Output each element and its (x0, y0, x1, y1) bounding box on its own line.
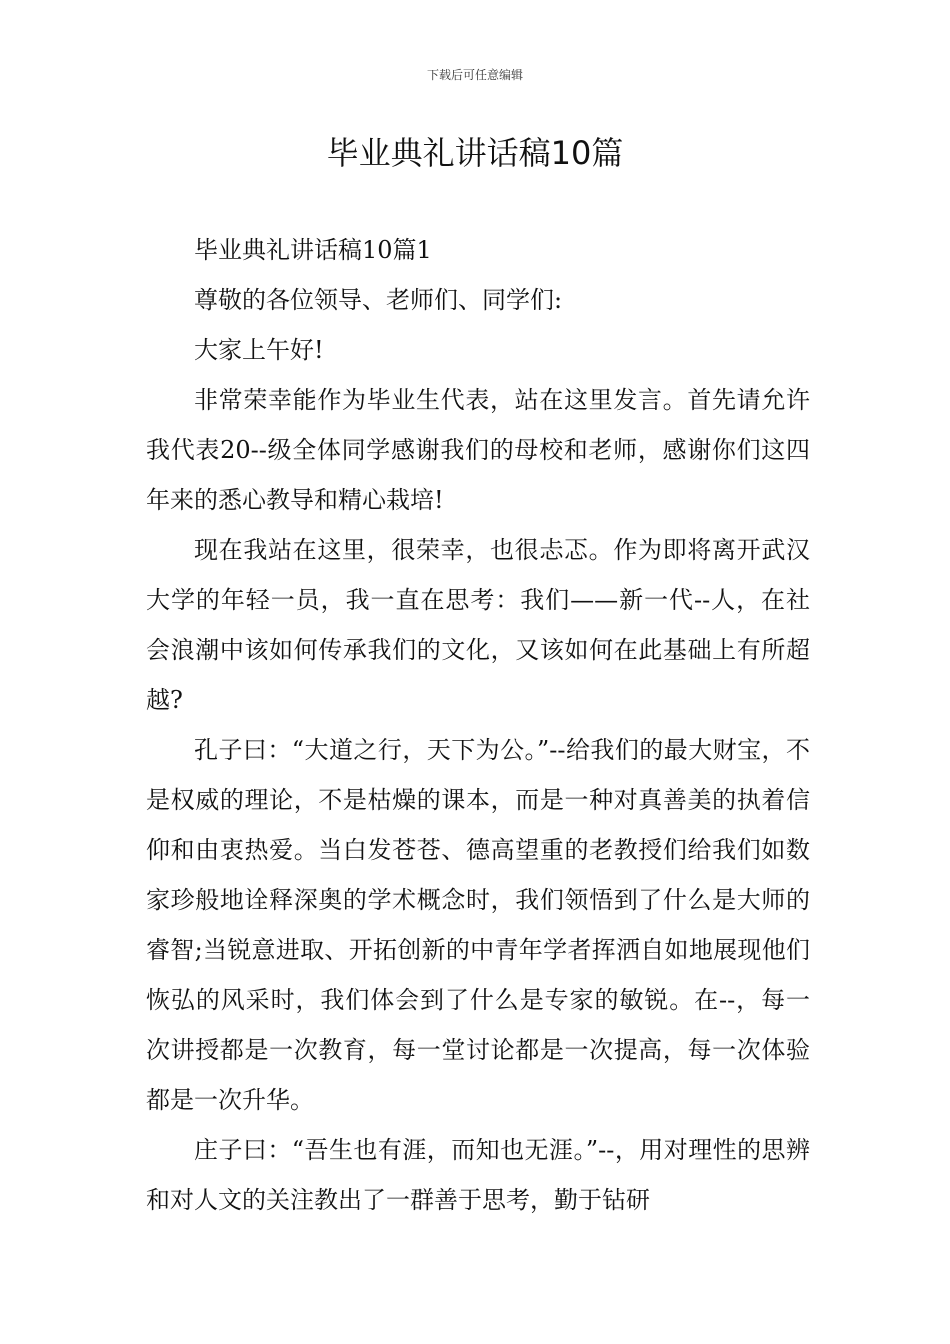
paragraph-salutation: 尊敬的各位领导、老师们、同学们: (194, 286, 563, 314)
paragraph-greeting: 大家上午好! (194, 336, 324, 364)
header-note: 下载后可任意编辑 (426, 68, 523, 82)
document-body (146, 225, 810, 1225)
document-title: 毕业典礼讲话稿10篇 (326, 134, 624, 172)
paragraph: 庄子曰：“吾生也有涯，而知也无涯。”--，用对理性的思辨和对人文的关注教出了一群善于思考，勤于钻研 (146, 1136, 810, 1214)
paragraph: 非常荣幸能作为毕业生代表，站在这里发言。首先请允许我代表20--级全体同学感谢我们的母校和老师，感谢你们这四年来的悉心教导和精心栽培! (146, 386, 810, 514)
paragraph-subtitle: 毕业典礼讲话稿10篇1 (194, 236, 432, 264)
paragraph: 现在我站在这里，很荣幸，也很忐忑。作为即将离开武汉大学的年轻一员，我一直在思考：我们——新一代--人，在社会浪潮中该如何传承我们的文化，又该如何在此基础上有所超越? (146, 536, 810, 714)
paragraph: 孔子曰：“大道之行，天下为公。”--给我们的最大财宝，不是权威的理论，不是枯燥的课本，而是一种对真善美的执着信仰和由衷热爱。当白发苍苍、德高望重的老教授们给我们如数家珍般地诠释深奥的学术概念时，我们领悟到了什么是大师的睿智;当锐意进取、开拓创新的中青年学者挥洒自如地展现他们恢弘的风采时，我们体会到了什么是专家的敏锐。在--，每一次讲授都是一次教育，每一堂讨论都是一次提高，每一次体验都是一次升华。 (146, 736, 810, 1114)
